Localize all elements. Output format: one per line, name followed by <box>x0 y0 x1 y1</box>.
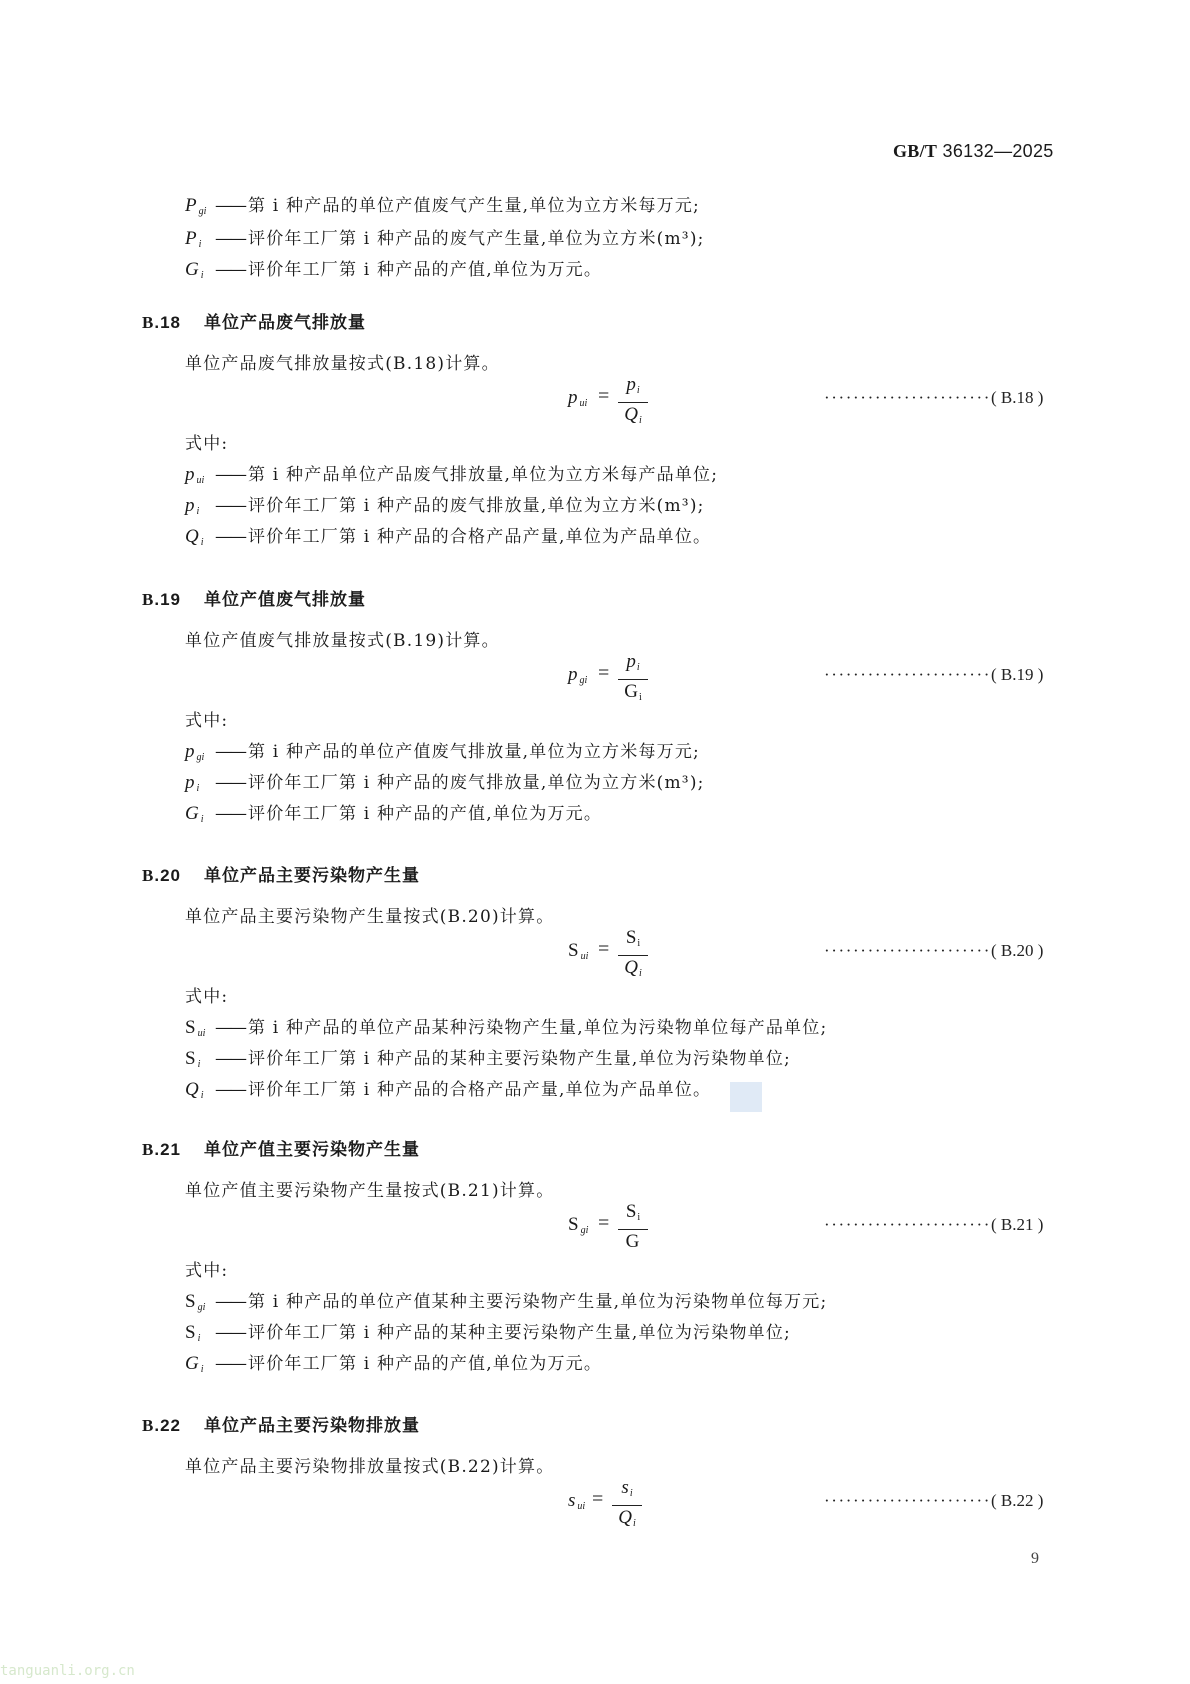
denominator: G <box>625 1231 640 1252</box>
equation-number: ·······················( B.20 ) <box>824 941 1044 960</box>
denominator: $Q_i$ <box>618 1507 636 1529</box>
symbol: S $_i$ <box>185 1322 201 1344</box>
formula <box>568 927 648 979</box>
watermark: tanguanli.org.cn <box>0 1663 135 1679</box>
section-number: B.22 <box>142 1416 181 1435</box>
section-heading <box>142 1135 420 1160</box>
symbol: G $_i$ <box>185 259 204 281</box>
equals-sign: = <box>598 938 610 960</box>
section-title: 单位产品废气排放量 <box>204 313 366 333</box>
denominator: $G_i$ <box>624 681 642 703</box>
section-body: 单位产值废气排放量按式(B.19)计算。 <box>185 631 500 651</box>
equation-number: ·······················( B.22 ) <box>824 1491 1044 1510</box>
definition-line: P $_i$ —— 评价年工厂第 i 种产品的废气产生量,单位为立方米(m³); <box>185 228 705 256</box>
section-body: 单位产值主要污染物产生量按式(B.21)计算。 <box>185 1181 555 1201</box>
numerator: $p_i$ <box>618 374 648 403</box>
text-selection-highlight <box>730 1082 762 1112</box>
where-label: 式中: <box>185 1261 229 1281</box>
fraction <box>618 374 648 433</box>
symbol: P $_{gi}$ <box>185 195 207 217</box>
definition-line: S $_{ui}$ —— 第 i 种产品的单位产品某种污染物产生量,单位为污染物单位每产品单位; <box>185 1017 827 1045</box>
equals-sign: = <box>592 1488 604 1510</box>
section-body: 单位产品废气排放量按式(B.18)计算。 <box>185 354 500 374</box>
symbol: p $_{gi}$ <box>185 741 205 763</box>
standard-prefix: GB/T <box>893 141 938 161</box>
fraction <box>618 927 648 986</box>
formula <box>568 1477 648 1529</box>
symbol: G $_i$ <box>185 803 204 825</box>
formula <box>568 374 648 426</box>
equals-sign: = <box>598 385 610 407</box>
fraction <box>618 651 648 710</box>
where-label: 式中: <box>185 987 229 1007</box>
formula <box>568 1201 648 1252</box>
symbol: p $_{ui}$ <box>185 464 205 486</box>
fraction <box>612 1477 642 1536</box>
definition-line: p $_{ui}$ —— 第 i 种产品单位产品废气排放量,单位为立方米每产品单位; <box>185 464 718 492</box>
symbol: S $_{ui}$ <box>185 1017 206 1039</box>
numerator: $s_i$ <box>612 1477 642 1506</box>
equals-sign: = <box>598 1212 610 1234</box>
symbol: P $_i$ <box>185 228 202 250</box>
section-body: 单位产品主要污染物排放量按式(B.22)计算。 <box>185 1457 555 1477</box>
numerator: $p_i$ <box>618 651 648 680</box>
definition-line: S $_{gi}$ —— 第 i 种产品的单位产值某种主要污染物产生量,单位为污染物单位每万元; <box>185 1291 827 1319</box>
section-title: 单位产值主要污染物产生量 <box>204 1140 420 1160</box>
symbol: S $_{gi}$ <box>185 1291 206 1313</box>
definition-line: G $_i$ —— 评价年工厂第 i 种产品的产值,单位为万元。 <box>185 1353 602 1381</box>
section-title: 单位产品主要污染物排放量 <box>204 1416 420 1436</box>
symbol: p $_i$ <box>185 495 200 517</box>
definition-line: p $_i$ —— 评价年工厂第 i 种产品的废气排放量,单位为立方米(m³); <box>185 495 705 523</box>
equation-number: ·······················( B.21 ) <box>824 1215 1044 1234</box>
formula-lhs: p $_{ui}$ <box>568 387 588 409</box>
definition-line: G $_i$ —— 评价年工厂第 i 种产品的产值,单位为万元。 <box>185 803 602 831</box>
formula-lhs: S $_{gi}$ <box>568 1214 589 1236</box>
fraction <box>618 1201 648 1260</box>
formula-lhs: S $_{ui}$ <box>568 940 589 962</box>
where-label: 式中: <box>185 434 229 454</box>
definition-line: p $_{gi}$ —— 第 i 种产品的单位产值废气排放量,单位为立方米每万元; <box>185 741 700 769</box>
symbol: G $_i$ <box>185 1353 204 1375</box>
definition-line: S $_i$ —— 评价年工厂第 i 种产品的某种主要污染物产生量,单位为污染物单位; <box>185 1322 791 1350</box>
standard-number: 36132—2025 <box>937 141 1054 161</box>
section-number: B.18 <box>142 313 181 332</box>
section-heading <box>142 585 366 610</box>
section-number: B.20 <box>142 866 181 885</box>
equation-number: ·······················( B.18 ) <box>824 388 1044 407</box>
equals-sign: = <box>598 662 610 684</box>
definition-line: P $_{gi}$ —— 第 i 种产品的单位产值废气产生量,单位为立方米每万元; <box>185 195 700 223</box>
formula-lhs: p $_{gi}$ <box>568 664 588 686</box>
symbol: S $_i$ <box>185 1048 201 1070</box>
section-heading <box>142 1411 420 1436</box>
section-title: 单位产品主要污染物产生量 <box>204 866 420 886</box>
section-body: 单位产品主要污染物产生量按式(B.20)计算。 <box>185 907 555 927</box>
denominator: $Q_i$ <box>624 404 642 426</box>
denominator: $Q_i$ <box>624 957 642 979</box>
section-heading <box>142 308 366 333</box>
section-number: B.19 <box>142 590 181 609</box>
symbol: p $_i$ <box>185 772 200 794</box>
definition-line: S $_i$ —— 评价年工厂第 i 种产品的某种主要污染物产生量,单位为污染物单位; <box>185 1048 791 1076</box>
formula-lhs: s $_{ui}$ <box>568 1490 586 1512</box>
definition-line: Q $_i$ —— 评价年工厂第 i 种产品的合格产品产量,单位为产品单位。 <box>185 526 711 554</box>
section-number: B.21 <box>142 1140 181 1159</box>
numerator: $S_i$ <box>618 1201 648 1230</box>
definition-line: G $_i$ —— 评价年工厂第 i 种产品的产值,单位为万元。 <box>185 259 602 287</box>
definition-line: Q $_i$ —— 评价年工厂第 i 种产品的合格产品产量,单位为产品单位。 <box>185 1079 711 1107</box>
section-heading <box>142 861 420 886</box>
symbol: Q $_i$ <box>185 1079 204 1101</box>
document-code-header <box>893 141 1054 162</box>
formula <box>568 651 648 703</box>
definition-line: p $_i$ —— 评价年工厂第 i 种产品的废气排放量,单位为立方米(m³); <box>185 772 705 800</box>
section-title: 单位产值废气排放量 <box>204 590 366 610</box>
symbol: Q $_i$ <box>185 526 204 548</box>
page-number: 9 <box>1031 1550 1039 1567</box>
numerator: $S_i$ <box>618 927 648 956</box>
equation-number: ·······················( B.19 ) <box>824 665 1044 684</box>
where-label: 式中: <box>185 711 229 731</box>
